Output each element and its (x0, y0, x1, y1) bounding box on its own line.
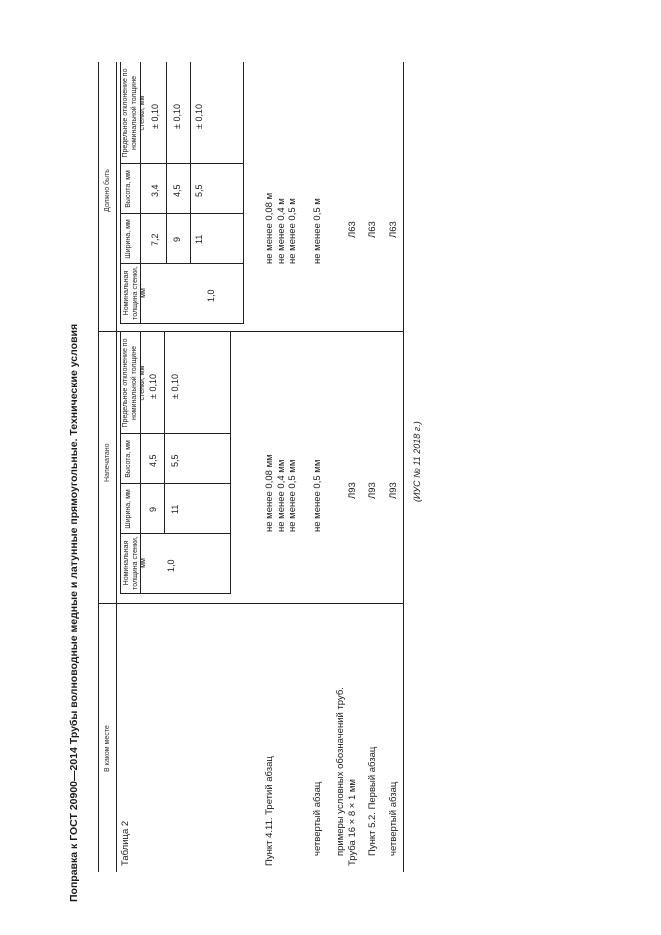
col-divider-2 (98, 331, 403, 332)
clause-5-2-printed: Л93 (367, 482, 378, 499)
should-r2-dev: ± 0,10 (172, 104, 182, 129)
printed-sub-height: Высота, мм (125, 440, 132, 478)
should-sub-height: Высота, мм (125, 170, 132, 208)
printed-r2-height: 5,5 (170, 454, 180, 467)
printed-sub-wall: Номинальная толщина стенки, мм (123, 536, 147, 590)
printed-sep-2 (120, 483, 230, 484)
printed-subtable-bottom (230, 332, 231, 594)
should-subtable-bottom (243, 62, 244, 324)
examples-label-2: Труба 16 × 8 × 1 мм (347, 779, 358, 866)
should-wall: 1,0 (206, 289, 216, 302)
should-row-sep-2 (190, 62, 191, 264)
header-printed: Напечатано (104, 443, 111, 482)
fourth-para-2-printed: Л93 (388, 482, 399, 499)
should-r1-height: 3,4 (150, 184, 160, 197)
clause-4-11-should (264, 193, 299, 264)
should-line-2: не менее 0,4 м (275, 198, 287, 264)
should-r3-dev: ± 0,10 (194, 104, 204, 129)
should-r2-height: 4,5 (172, 184, 182, 197)
should-sub-wall: Номинальная толщина стенки, мм (123, 266, 147, 320)
table-top-border (98, 62, 99, 872)
should-subtable-left (120, 323, 243, 324)
printed-row-sep (164, 332, 165, 534)
should-r1-dev: ± 0,10 (150, 104, 160, 129)
rotated-sheet (68, 32, 422, 902)
printed-sep-1 (120, 533, 230, 534)
fourth-para-printed: не менее 0,5 мм (312, 459, 323, 532)
examples-label-1: примеры условных обозначений труб. (335, 687, 346, 856)
row-label-table2: Таблица 2 (120, 820, 131, 866)
header-where: В каком месте (104, 725, 111, 772)
examples-printed: Л93 (347, 482, 358, 499)
should-sub-width: Ширина, мм (125, 219, 132, 259)
fourth-para-label: четвертый абзац (312, 781, 323, 856)
printed-subtable-left (120, 593, 230, 594)
printed-line-2: не менее 0,4 мм (275, 459, 287, 532)
document-title: Поправка к ГОСТ 20900—2014 Трубы волноводные медные и латунные прямоугольные. Технические условия (68, 323, 80, 902)
printed-r2-dev: ± 0,10 (170, 374, 180, 399)
fourth-para-2-should: Л63 (388, 221, 399, 238)
should-subtable-top (120, 62, 121, 324)
printed-sub-width: Ширина, мм (125, 489, 132, 529)
clause-5-2-label: Пункт 5.2. Первый абзац (367, 746, 378, 856)
fourth-para-should: не менее 0,5 м (312, 198, 323, 264)
table-bottom-border (403, 62, 404, 872)
should-line-1: не менее 0,08 м (264, 192, 275, 264)
printed-wall: 1,0 (166, 559, 176, 572)
printed-sub-deviation: Предельное отклонение по номинальной толщине стенки, мм (122, 338, 146, 428)
should-sub-deviation: Предельное отклонение по номинальной толщине стенки, мм (122, 68, 146, 158)
clause-4-11-label: Пункт 4.11. Третий абзац (264, 756, 275, 866)
reference-note: (ИУС № 11 2018 г.) (412, 421, 422, 502)
should-line-3: не менее 0,5 м (287, 198, 298, 264)
should-r2-width: 9 (172, 236, 182, 242)
col-divider-1 (98, 603, 403, 604)
should-sep-3 (120, 163, 243, 164)
printed-r2-width: 11 (170, 504, 180, 514)
should-r3-width: 11 (194, 234, 204, 244)
header-bottom-border (116, 62, 117, 872)
printed-subtable-top (120, 332, 121, 594)
printed-r1-width: 9 (148, 506, 158, 512)
should-sep-2 (120, 213, 243, 214)
should-r3-height: 5,5 (194, 184, 204, 197)
should-r1-width: 7,2 (150, 233, 160, 246)
should-sep-1 (120, 263, 243, 264)
should-row-sep-1 (166, 62, 167, 264)
examples-should: Л63 (347, 221, 358, 238)
printed-line-3: не менее 0,5 мм (287, 459, 298, 532)
printed-sep-3 (120, 433, 230, 434)
header-should-be: Должно быть (104, 169, 111, 212)
clause-4-11-printed (264, 454, 299, 532)
printed-line-1: не менее 0,08 мм (264, 454, 275, 532)
printed-r1-height: 4,5 (148, 454, 158, 467)
printed-r1-dev: ± 0,10 (148, 374, 158, 399)
clause-5-2-should: Л63 (367, 221, 378, 238)
fourth-para-2-label: четвертый абзац (388, 781, 399, 856)
